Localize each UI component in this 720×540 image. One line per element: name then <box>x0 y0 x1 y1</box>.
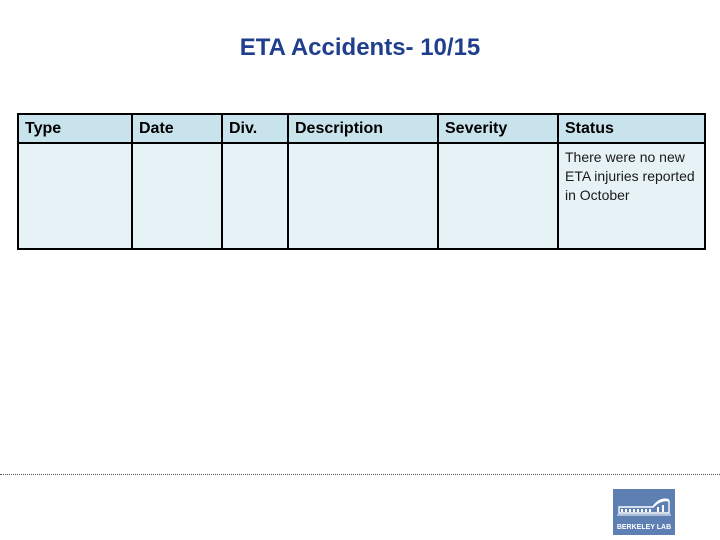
header-status: Status <box>558 114 705 143</box>
header-date: Date <box>132 114 222 143</box>
cell-type <box>18 143 132 249</box>
cell-description <box>288 143 438 249</box>
slide-title: ETA Accidents- 10/15 <box>239 34 481 61</box>
table-header-row <box>18 114 705 143</box>
header-description: Description <box>288 114 438 143</box>
berkeley-lab-logo-icon <box>613 489 675 535</box>
footer-divider <box>0 474 720 475</box>
cell-division <box>222 143 288 249</box>
cell-status: There were no new ETA injuries reported in October <box>558 143 705 249</box>
logo-text: BERKELEY LAB <box>616 524 672 531</box>
cell-date <box>132 143 222 249</box>
header-type: Type <box>18 114 132 143</box>
header-division: Div. <box>222 114 288 143</box>
accidents-table <box>17 113 706 250</box>
cell-severity <box>438 143 558 249</box>
header-severity: Severity <box>438 114 558 143</box>
table-row <box>18 143 705 249</box>
